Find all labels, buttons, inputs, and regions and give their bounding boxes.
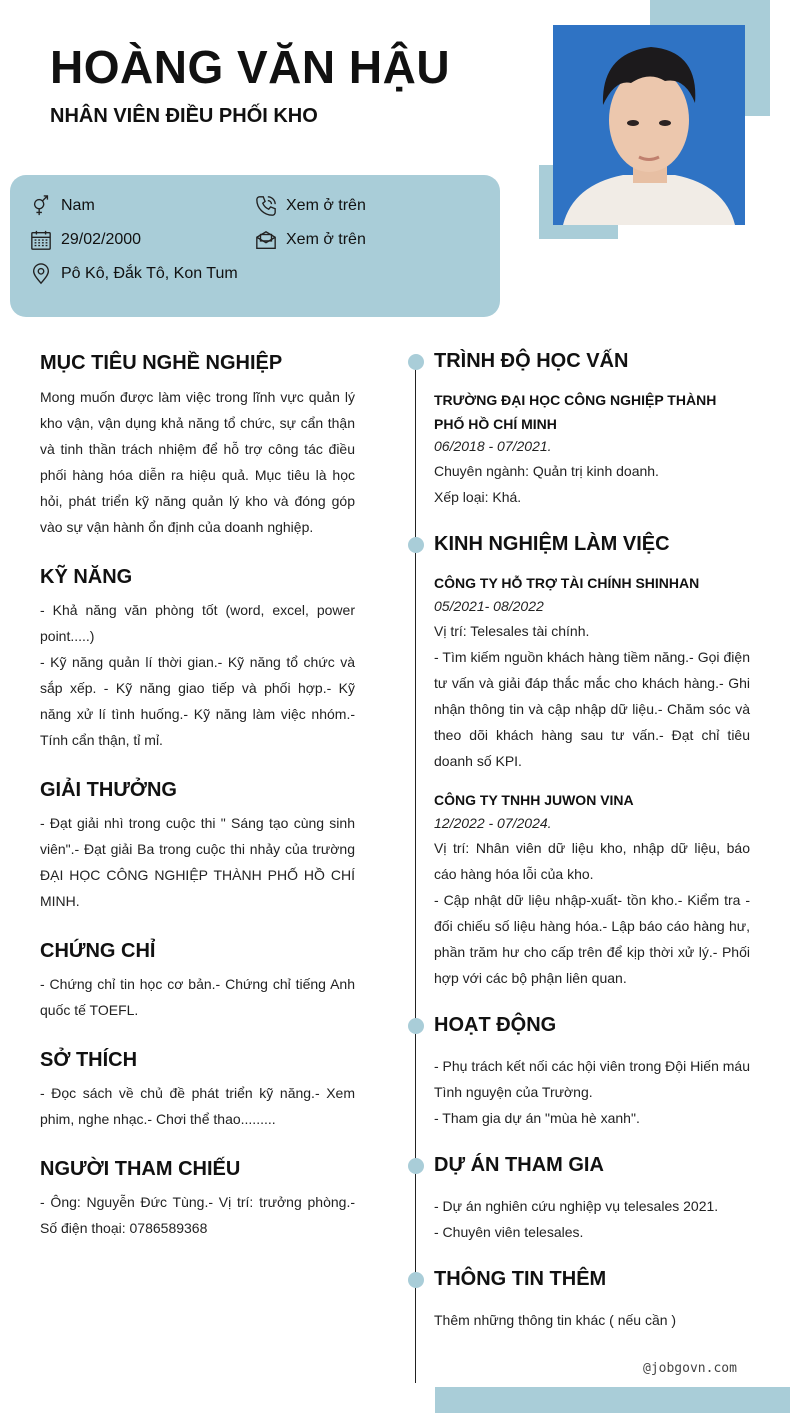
extra-heading: THÔNG TIN THÊM xyxy=(434,1268,607,1290)
timeline-dot-education xyxy=(408,354,424,370)
email-icon xyxy=(255,229,277,251)
job-period: 05/2021- 08/2022 xyxy=(434,598,544,614)
phone-icon xyxy=(255,195,277,217)
references-heading: NGƯỜI THAM CHIẾU xyxy=(40,1158,241,1180)
activities-line-1: - Phụ trách kết nối các hội viên trong Đội Hiến máu Tình nguyện của Trường. xyxy=(434,1058,750,1100)
timeline-dot-activities xyxy=(408,1018,424,1034)
contact-email xyxy=(255,229,366,251)
job-duties: - Cập nhật dữ liệu nhập-xuất- tồn kho.- Kiểm tra - đối chiếu số liệu hàng hóa.- Lập báo cáo hàng hư, phần trăm hư cho cấp trên để kịp thời xử lý.- Phối hợp với các bộ phận liên quan. xyxy=(434,892,750,986)
job-position: Vị trí: Telesales tài chính. xyxy=(434,623,590,639)
timeline-dot-projects xyxy=(408,1158,424,1174)
hobbies-text: - Đọc sách về chủ đề phát triển kỹ năng.- Xem phim, nghe nhạc.- Chơi thể thao......... xyxy=(40,1085,355,1127)
education-heading: TRÌNH ĐỘ HỌC VẤN xyxy=(434,350,629,372)
certificates-text: - Chứng chỉ tin học cơ bản.- Chứng chỉ tiếng Anh quốc tế TOEFL. xyxy=(40,976,355,1018)
job-duties: - Tìm kiếm nguồn khách hàng tiềm năng.- Gọi điện tư vấn và giải đáp thắc mắc cho khách hàng.- Ghi nhận thông tin và cập nhập dữ liệu.- Chăm sóc và theo dõi khách hàng sau tư vấn.- Đạt chỉ tiêu doanh số KPI. xyxy=(434,649,750,769)
contact-gender xyxy=(30,195,95,217)
decorative-block-bottom xyxy=(435,1387,790,1413)
job-period: 12/2022 - 07/2024. xyxy=(434,815,552,831)
projects-line-2: - Chuyên viên telesales. xyxy=(434,1224,584,1240)
projects-line-1: - Dự án nghiên cứu nghiệp vụ telesales 2021. xyxy=(434,1198,719,1214)
activities-heading: HOẠT ĐỘNG xyxy=(434,1014,557,1036)
contact-dob xyxy=(30,229,141,251)
job-company: CÔNG TY TNHH JUWON VINA xyxy=(434,792,634,808)
candidate-name: HOÀNG VĂN HẬU xyxy=(50,41,451,93)
education-school: TRƯỜNG ĐẠI HỌC CÔNG NGHIỆP THÀNH PHỐ HỒ CHÍ MINH xyxy=(434,392,717,432)
awards-text: - Đạt giải nhì trong cuộc thi " Sáng tạo cùng sinh viên".- Đạt giải Ba trong cuộc thi nhảy của trường ĐẠI HỌC CÔNG NGHIỆP THÀNH PHỐ HỒ CHÍ MINH. xyxy=(40,815,355,909)
profile-photo xyxy=(553,25,745,225)
objective-heading: MỤC TIÊU NGHỀ NGHIỆP xyxy=(40,352,283,374)
activities-line-2: - Tham gia dự án "mùa hè xanh". xyxy=(434,1110,640,1126)
job-position: Vị trí: Nhân viên dữ liệu kho, nhập dữ liệu, báo cáo hàng hóa lỗi của kho. xyxy=(434,840,750,882)
email-value: Xem ở trên xyxy=(286,231,366,248)
skills-line-1: - Khả năng văn phòng tốt (word, excel, power point.....) xyxy=(40,602,355,644)
education-grade: Xếp loại: Khá. xyxy=(434,489,522,505)
job-company: CÔNG TY HỖ TRỢ TÀI CHÍNH SHINHAN xyxy=(434,575,700,591)
experience-heading: KINH NGHIỆM LÀM VIỆC xyxy=(434,533,670,555)
certificates-heading: CHỨNG CHỈ xyxy=(40,940,156,962)
location-icon xyxy=(30,263,52,285)
phone-value: Xem ở trên xyxy=(286,197,366,214)
dob-value: 29/02/2000 xyxy=(61,231,142,248)
skills-line-2: - Kỹ năng quản lí thời gian.- Kỹ năng tổ chức và sắp xếp. - Kỹ năng giao tiếp và phối hợp.- Kỹ năng xử lí tình huống.- Kỹ năng làm việc nhóm.- Tính cẩn thận, tỉ mỉ. xyxy=(40,654,355,748)
calendar-icon xyxy=(30,229,52,251)
gender-value: Nam xyxy=(61,197,95,214)
watermark: @jobgovn.com xyxy=(643,1361,737,1376)
hobbies-heading: SỞ THÍCH xyxy=(40,1049,138,1071)
projects-heading: DỰ ÁN THAM GIA xyxy=(434,1154,604,1176)
contact-phone xyxy=(255,195,366,217)
timeline-line xyxy=(415,355,416,1383)
skills-heading: KỸ NĂNG xyxy=(40,566,133,588)
contact-address xyxy=(30,263,238,285)
extra-text: Thêm những thông tin khác ( nếu cần ) xyxy=(434,1312,677,1328)
address-value: Pô Kô, Đắk Tô, Kon Tum xyxy=(61,265,238,282)
gender-icon xyxy=(30,195,52,217)
job-title: NHÂN VIÊN ĐIỀU PHỐI KHO xyxy=(50,105,318,127)
awards-heading: GIẢI THƯỞNG xyxy=(40,779,177,801)
timeline-dot-experience xyxy=(408,537,424,553)
education-major: Chuyên ngành: Quản trị kinh doanh. xyxy=(434,463,659,479)
objective-text: Mong muốn được làm việc trong lĩnh vực quản lý kho vận, vận dụng khả năng tổ chức, sự cẩn thận và tinh thần trách nhiệm để hỗ trợ công tác điều phối hàng hóa diễn ra hiệu quả. Mục tiêu là học hỏi, phát triển kỹ năng quản lý kho và đóng góp vào sự vận hành ổn định của doanh nghiệp. xyxy=(40,389,355,535)
timeline-dot-extra xyxy=(408,1272,424,1288)
references-text: - Ông: Nguyễn Đức Tùng.- Vị trí: trưởng phòng.- Số điện thoại: 0786589368 xyxy=(40,1194,355,1236)
education-period: 06/2018 - 07/2021. xyxy=(434,438,552,454)
